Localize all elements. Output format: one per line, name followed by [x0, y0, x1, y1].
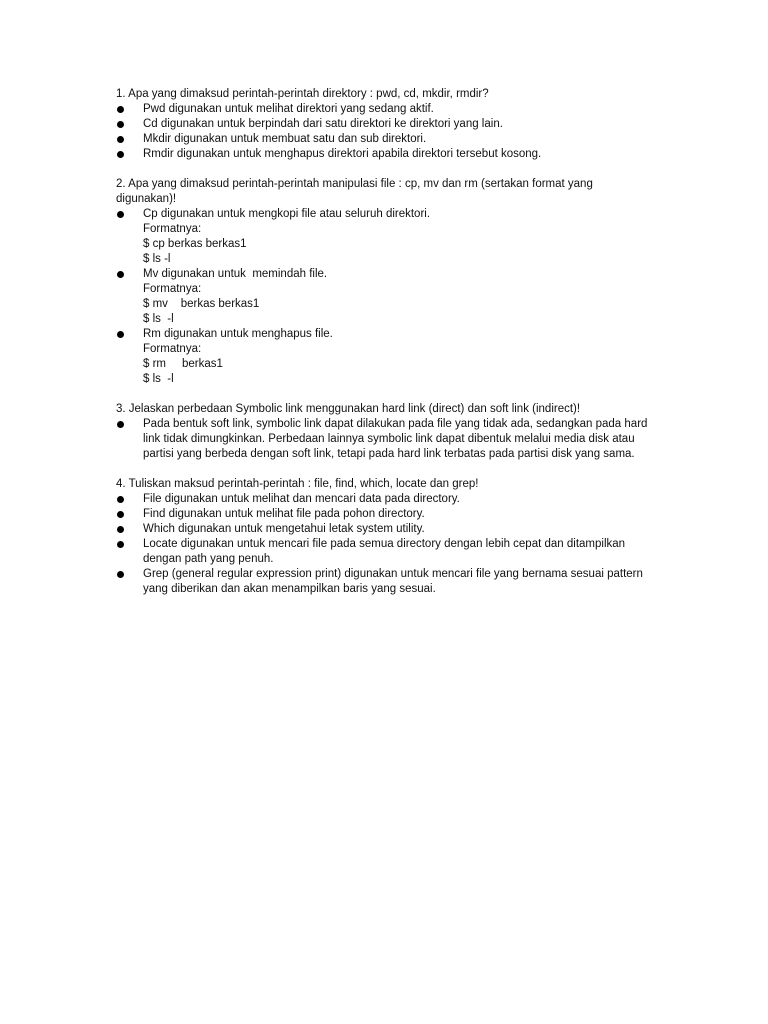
bullet-icon	[117, 331, 124, 338]
command-line: $ ls -l	[143, 253, 171, 265]
bullet-icon	[117, 526, 124, 533]
bullet-icon	[117, 541, 124, 548]
list-item	[116, 207, 656, 267]
answer-text: File digunakan untuk melihat dan mencari data pada directory.	[143, 493, 460, 505]
bullet-icon	[117, 106, 124, 113]
bullet-icon	[117, 121, 124, 128]
answer-text: Which digunakan untuk mengetahui letak system utility.	[143, 523, 425, 535]
list-item	[116, 132, 656, 147]
list-item	[116, 267, 656, 327]
command-line: $ rm berkas1	[143, 358, 223, 370]
answer-text: Pada bentuk soft link, symbolic link dapat dilakukan pada file yang tidak ada, sedangkan pada hard link tidak dimungkinkan. Perbedaan lainnya symbolic link dapat dibentuk melalui media disk atau partisi yang berbeda dengan soft link, tetapi pada hard link terbatas pada partisi disk yang sama.	[143, 418, 648, 460]
command-line: $ ls -l	[143, 373, 174, 385]
list-item	[116, 507, 656, 522]
document-page	[116, 87, 656, 612]
bullet-icon	[117, 571, 124, 578]
command-line: $ cp berkas berkas1	[143, 238, 247, 250]
list-item	[116, 537, 656, 567]
list-item	[116, 327, 656, 387]
command-line: $ mv berkas berkas1	[143, 298, 260, 310]
answer-text: Mv digunakan untuk memindah file.	[143, 268, 328, 280]
answer-text: Grep (general regular expression print) digunakan untuk mencari file yang bernama sesuai pattern yang diberikan dan akan menampilkan baris yang sesuai.	[143, 568, 643, 595]
list-item	[116, 417, 656, 462]
list-item	[116, 492, 656, 507]
answer-text: Rmdir digunakan untuk menghapus direktori apabila direktori tersebut kosong.	[143, 148, 542, 160]
answer-text: Cp digunakan untuk mengkopi file atau seluruh direktori.	[143, 208, 431, 220]
list-item	[116, 522, 656, 537]
list-item	[116, 102, 656, 117]
question-3: 3. Jelaskan perbedaan Symbolic link menggunakan hard link (direct) dan soft link (indirect)!	[116, 403, 581, 415]
bullet-icon	[117, 271, 124, 278]
bullet-icon	[117, 496, 124, 503]
list-item	[116, 147, 656, 162]
answer-text: Cd digunakan untuk berpindah dari satu direktori ke direktori yang lain.	[143, 118, 503, 130]
answer-text: Find digunakan untuk melihat file pada pohon directory.	[143, 508, 425, 520]
answer-text: Pwd digunakan untuk melihat direktori yang sedang aktif.	[143, 103, 434, 115]
list-item	[116, 117, 656, 132]
section-3	[116, 402, 656, 462]
section-4	[116, 477, 656, 597]
answer-list-2	[116, 207, 656, 387]
question-1: 1. Apa yang dimaksud perintah-perintah direktory : pwd, cd, mkdir, rmdir?	[116, 88, 489, 100]
answer-text: Locate digunakan untuk mencari file pada semua directory dengan lebih cepat dan ditampilkan dengan path yang penuh.	[143, 538, 626, 565]
command-line: $ ls -l	[143, 313, 174, 325]
answer-list-4	[116, 492, 656, 597]
format-label: Formatnya:	[143, 343, 202, 355]
answer-text: Rm digunakan untuk menghapus file.	[143, 328, 333, 340]
answer-list-3	[116, 417, 656, 462]
format-label: Formatnya:	[143, 223, 202, 235]
section-2	[116, 177, 656, 387]
bullet-icon	[117, 211, 124, 218]
bullet-icon	[117, 421, 124, 428]
bullet-icon	[117, 511, 124, 518]
list-item	[116, 567, 656, 597]
format-label: Formatnya:	[143, 283, 202, 295]
answer-text: Mkdir digunakan untuk membuat satu dan sub direktori.	[143, 133, 427, 145]
answer-list-1	[116, 102, 656, 162]
question-2: 2. Apa yang dimaksud perintah-perintah manipulasi file : cp, mv dan rm (sertakan format yang digunakan)!	[116, 178, 593, 205]
bullet-icon	[117, 151, 124, 158]
question-4: 4. Tuliskan maksud perintah-perintah : file, find, which, locate dan grep!	[116, 478, 479, 490]
bullet-icon	[117, 136, 124, 143]
section-1	[116, 87, 656, 162]
